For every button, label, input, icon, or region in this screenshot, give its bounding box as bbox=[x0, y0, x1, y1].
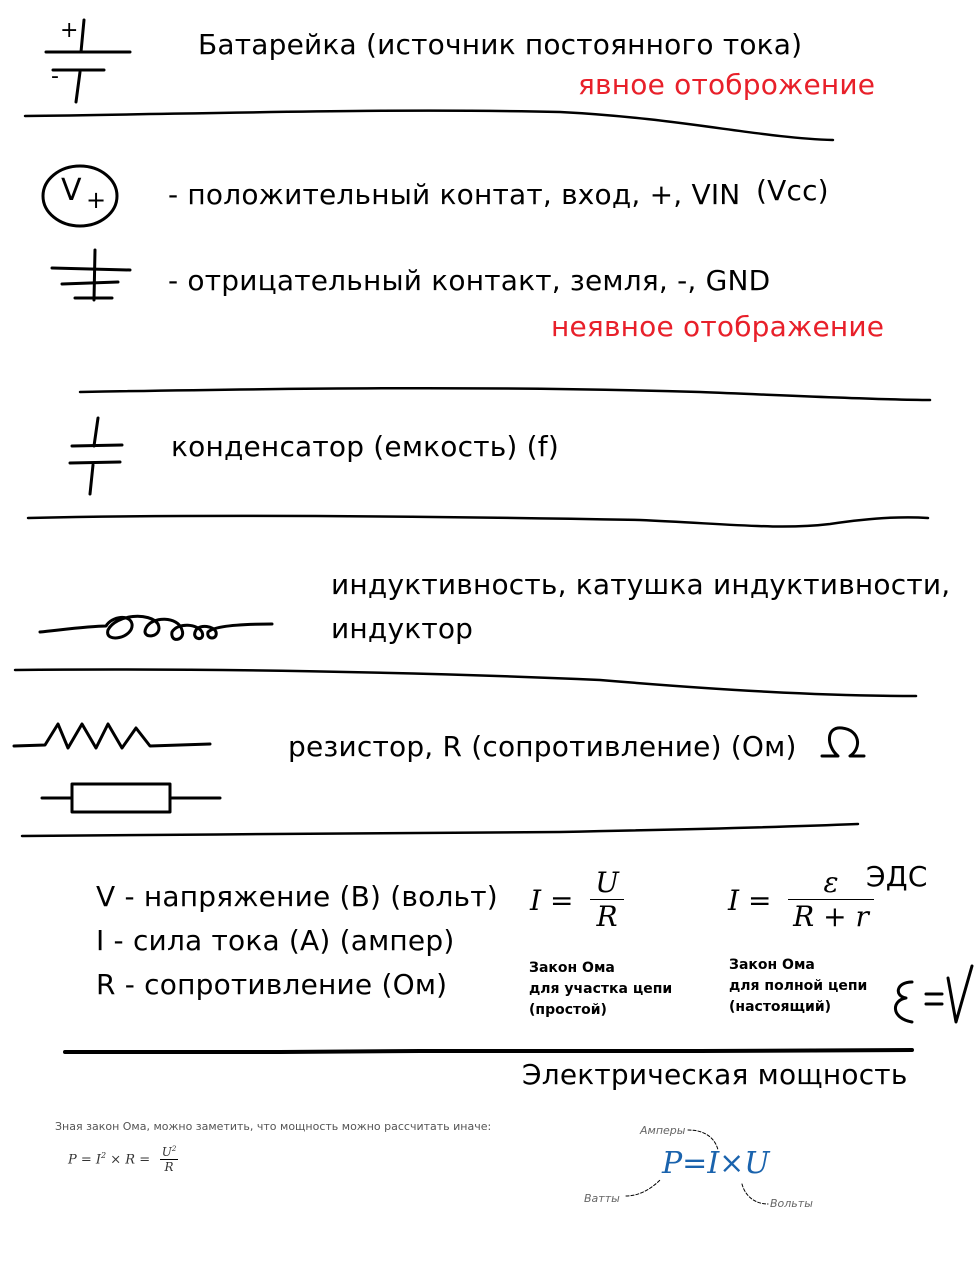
inductor-label-line2: индуктор bbox=[331, 612, 474, 645]
explicit-note: явное отоброжение bbox=[578, 68, 876, 101]
capacitor-label: конденсатор (емкость) (f) bbox=[171, 430, 559, 463]
resistor-zigzag-symbol bbox=[14, 724, 210, 748]
emf-label: ЭДС bbox=[866, 860, 928, 893]
watts-label: Ватты bbox=[584, 1192, 620, 1205]
implicit-note: неявное отображение bbox=[551, 310, 885, 343]
inductor-symbol bbox=[40, 616, 272, 639]
epsilon-equals-v-sketch bbox=[895, 966, 972, 1022]
capacitor-symbol bbox=[70, 418, 122, 494]
battery-minus-mark: - bbox=[51, 64, 59, 89]
vcc-label: - положительный контат, вход, +, VIN bbox=[168, 178, 741, 211]
volts-label: Вольты bbox=[770, 1197, 813, 1210]
power-alt-formula: $P = I^2 \times R$ = bbox=[68, 1151, 151, 1168]
battery-plus-mark: + bbox=[60, 18, 79, 43]
power-alt-fraction: $\frac{U^2}{R}$ bbox=[161, 1145, 177, 1174]
ohm-full-fraction bbox=[788, 866, 874, 933]
ohm-simple-numerator: U bbox=[595, 866, 619, 899]
definition-voltage: V - напряжение (В) (вольт) bbox=[96, 880, 498, 913]
vcc-extra: (Vcc) bbox=[756, 174, 829, 207]
divider-5 bbox=[22, 824, 858, 836]
battery-symbol bbox=[46, 20, 130, 102]
ohm-handwritten-icon bbox=[822, 728, 864, 756]
definition-resistance: R - сопротивление (Ом) bbox=[96, 968, 448, 1001]
divider-3 bbox=[28, 516, 928, 527]
resistor-label: резистор, R (сопротивление) (Ом) bbox=[288, 730, 797, 763]
vcc-symbol-sign: + bbox=[86, 186, 107, 214]
ohm-simple-caption: Закон Ома для участка цепи (простой) bbox=[529, 960, 673, 1018]
ohm-simple-lhs: I = bbox=[530, 884, 574, 917]
divider-1 bbox=[25, 111, 833, 140]
ohm-full-numerator: ε bbox=[823, 866, 839, 899]
ohm-simple-fraction bbox=[590, 866, 624, 933]
ground-symbol bbox=[52, 250, 130, 300]
ohm-full-caption: Закон Ома для полной цепи (настоящий) bbox=[729, 957, 868, 1015]
amperes-label: Амперы bbox=[640, 1124, 686, 1137]
resistor-box-symbol bbox=[42, 784, 220, 812]
gnd-label: - отрицательный контакт, земля, -, GND bbox=[168, 264, 771, 297]
inductor-label-line1: индуктивность, катушка индуктивности, bbox=[331, 568, 951, 601]
vcc-symbol-letter: V bbox=[61, 173, 82, 208]
divider-6 bbox=[65, 1050, 912, 1052]
divider-4 bbox=[15, 669, 916, 696]
definition-current: I - сила тока (А) (ампер) bbox=[96, 924, 455, 957]
power-title: Электрическая мощность bbox=[522, 1058, 908, 1091]
power-main-formula: P=I×U bbox=[662, 1146, 770, 1181]
power-note: Зная закон Ома, можно заметить, что мощность можно рассчитать иначе: bbox=[55, 1120, 492, 1133]
ohm-full-denominator: R + r bbox=[788, 899, 874, 933]
divider-2 bbox=[80, 388, 930, 400]
ohm-simple-denominator: R bbox=[590, 899, 624, 933]
battery-label: Батарейка (источник постоянного тока) bbox=[198, 28, 803, 61]
ohm-full-lhs: I = bbox=[728, 884, 772, 917]
